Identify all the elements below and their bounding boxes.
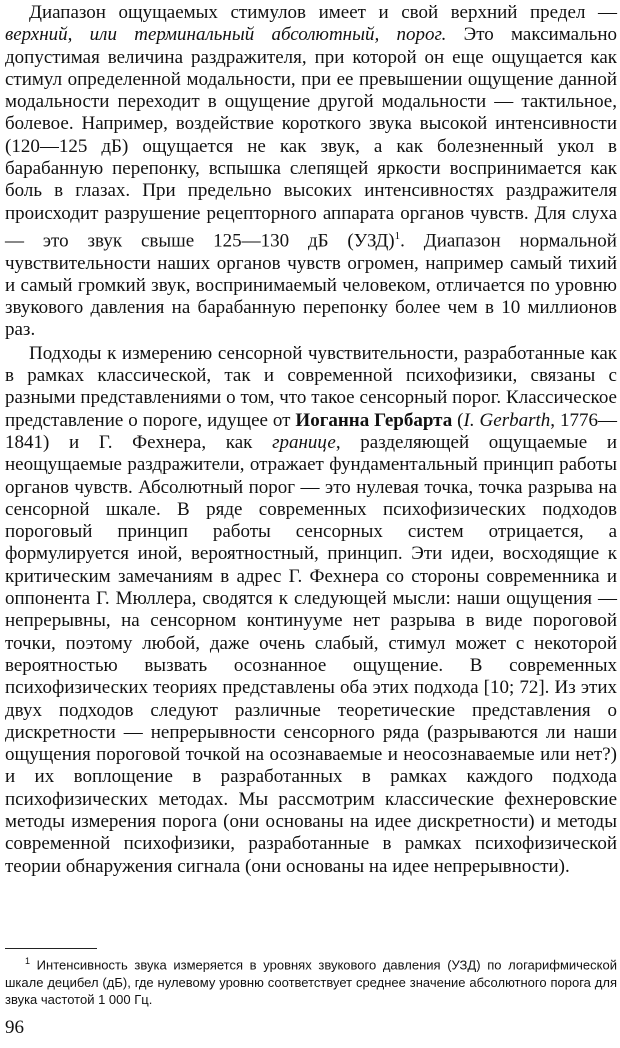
text-run: , разделяющей ощущаемые и неощущаемые раздражители, отражает фундаментальный принцип работы органов чувств. Абсолютный порог — это нулевая точка, точка разрыва на сенсорной шкале. В ряде современных психофизических подходов пороговый принцип работы сенсорных систем отрицается, а формулируется иной, вероятностный, принцип. Эти идеи, восходящие к критическим замечаниям в адрес Г. Фехнера со стороны современника и оппонента Г. Мюллера, сводятся к следующей мысли: наши ощущения — непрерывны, на сенсорном континууме нет разрыва в виде пороговой точки, поэтому любой, даже очень слабый, стимул может с некоторой вероятностью вызвать осознанное ощущение. В современных психофизических теориях представлены оба этих подхода [10; 72]. Из этих двух подходов следуют различные теоретические представления о дискретности — непрерывности сенсорного ряда (разрываются ли наши ощущения пороговой точкой на осознаваемые и неосознаваемые или нет?) и их воплощение в разработанных в рамках каждого подхода психофизических методах. Мы рассмотрим классические фехнеровские методы измерения порога (они основаны на идее дискретности) и методы современной психофизики, разработанные в рамках психофизической теории обнаружения сигнала (они основаны на идее непрерывности). — [5, 431, 618, 877]
text-run: , 1776—1841) и Г. Фехнера, как — [5, 409, 617, 453]
paragraph-measurement-approaches — [5, 343, 617, 878]
italic-term: границе — [272, 431, 336, 453]
paragraph-upper-threshold — [5, 2, 617, 342]
italic-term: верхний, или терминальный абсолютный, порог. — [5, 24, 447, 46]
text-run: Диапазон ощущаемых стимулов имеет и свой верхний предел — — [29, 2, 617, 23]
body-text — [5, 2, 617, 878]
footnote — [5, 953, 617, 1009]
italic-name: I. Gerbarth — [463, 409, 551, 431]
bold-name: Иоганна Гербарта — [295, 409, 453, 431]
text-run: Это максимально допустимая величина раздражителя, при которой он еще ощущается как стимул определенной модальности, при ее превышении ощущение данной модальности переходит в ощущение другой модальности — тактильное, болевое. Например, воздействие короткого звука высокой интенсивности (120—125 дБ) ощущается не как звук, а как болезненный укол в барабанную перепонку, вспышка слепящей яркости воспринимается как боль в глазах. При предельно высоких интенсивностях раздражителя происходит разрушение рецепторного аппарата органов чувств. Для слуха — это звук свыше 125—130 дБ (УЗД) — [5, 24, 618, 252]
footnote-divider — [5, 948, 97, 949]
text-run: Подходы к измерению сенсорной чувствительности, разработанные как в рамках классической, так и современной психофизики, связаны с разными представлениями о том, что такое сенсорный порог. Классическое представление о пороге, идущее от — [5, 342, 617, 431]
footnote-marker: 1 — [25, 956, 31, 966]
text-run: ( — [452, 409, 464, 431]
text-run: . Диапазон нормальной чувствительности наших органов чувств огромен, например самый тихий и самый громкий звук, воспринимаемый человеком, отличается по уровню звукового давления на барабанную перепонку более чем в 10 миллионов раз. — [5, 230, 617, 341]
page-number: 96 — [5, 1017, 24, 1038]
footnote-reference: 1 — [394, 229, 401, 242]
footnote-text: Интенсивность звука измеряется в уровнях звукового давления (УЗД) по логарифмической шкале децибел (дБ), где нулевому уровню соответствует среднее значение абсолютного порога для звука частотой 1 000 Гц. — [5, 957, 617, 1008]
